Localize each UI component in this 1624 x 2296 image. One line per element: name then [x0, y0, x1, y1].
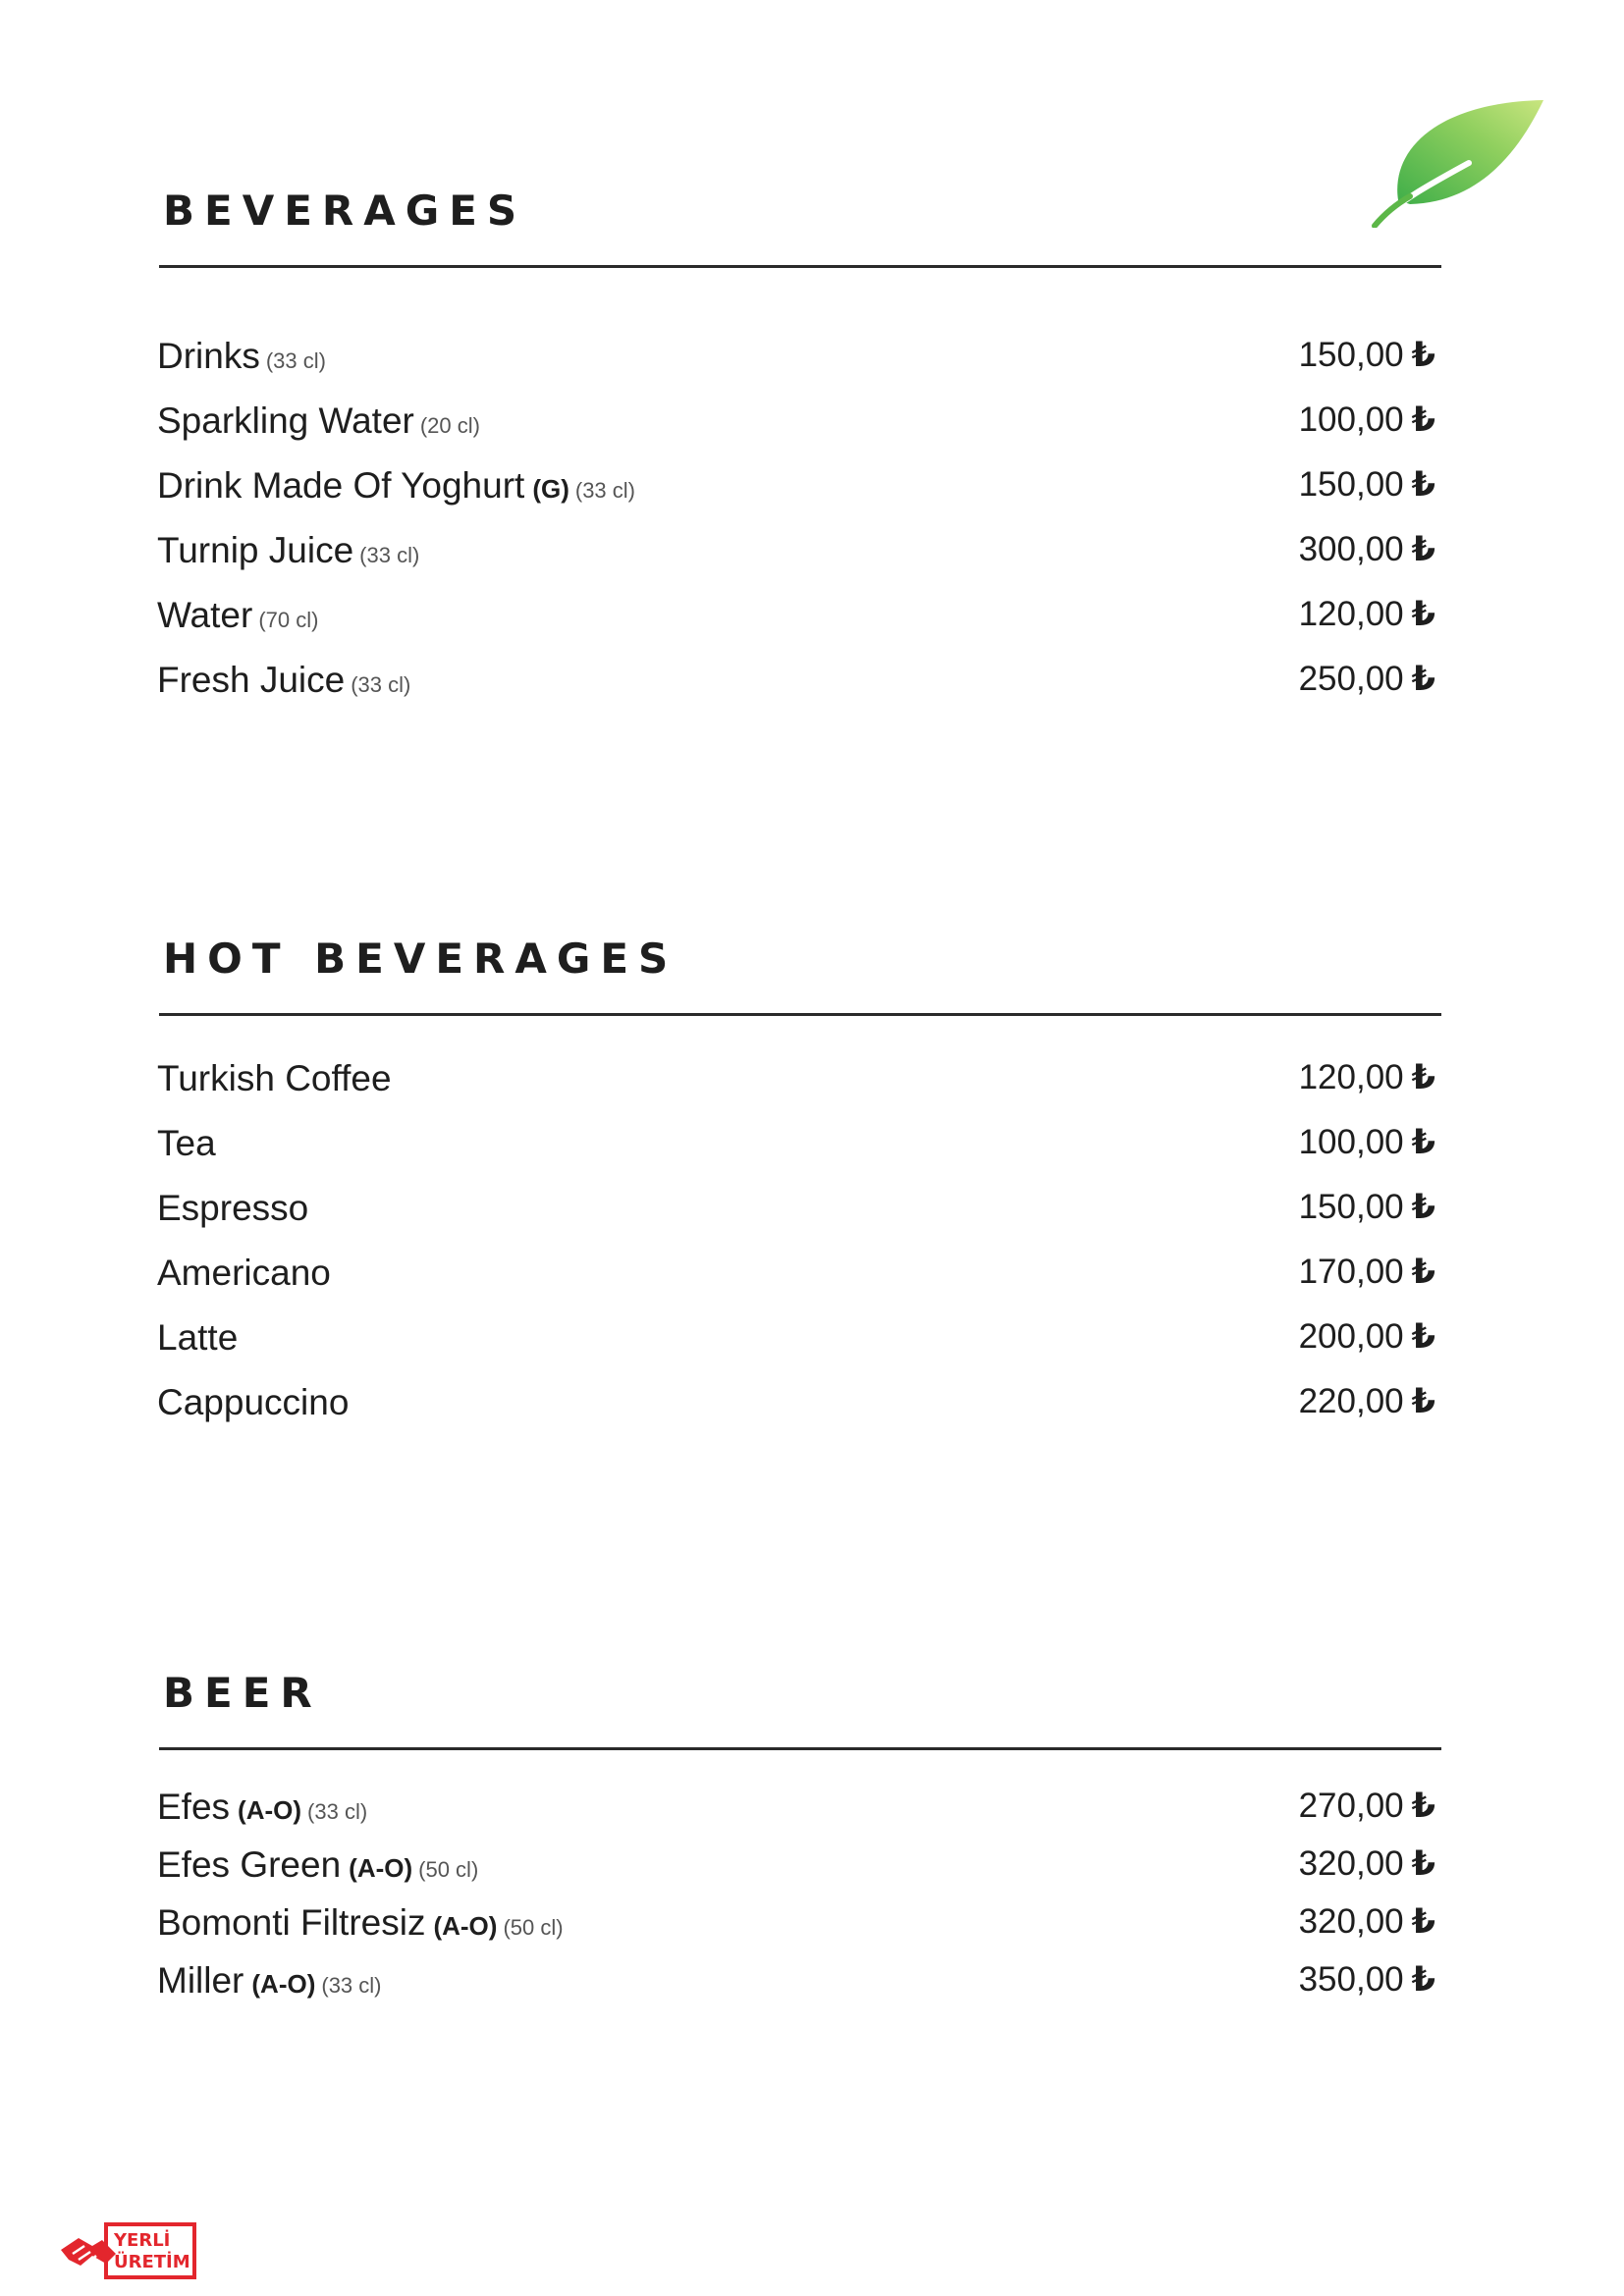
item-price-wrap — [1299, 1382, 1435, 1421]
currency: ₺ — [1411, 1058, 1435, 1096]
section-title: BEVERAGES — [163, 187, 527, 235]
item-price-wrap — [1299, 465, 1435, 505]
item-price: 220,00 — [1298, 1382, 1404, 1420]
badge-line2: ÜRETİM — [114, 2252, 190, 2272]
item-price: 100,00 — [1298, 400, 1404, 439]
leaf-icon — [1371, 94, 1553, 228]
menu-item — [157, 1902, 1435, 1953]
item-tag: (G) — [532, 474, 569, 504]
item-price: 170,00 — [1298, 1253, 1404, 1291]
item-volume: (33 cl) — [265, 348, 326, 373]
section-title: BEER — [163, 1669, 322, 1717]
item-price-wrap — [1299, 595, 1435, 634]
item-price: 100,00 — [1298, 1123, 1404, 1161]
menu-item — [157, 1960, 1435, 2011]
menu-item — [157, 1787, 1435, 1838]
item-price: 150,00 — [1298, 336, 1404, 374]
item-name-wrap — [157, 1902, 564, 1944]
item-name-wrap — [157, 465, 635, 507]
item-price-wrap — [1299, 400, 1435, 440]
item-price-wrap — [1299, 1960, 1435, 2000]
yerli-uretim-badge — [59, 2220, 198, 2281]
item-price: 320,00 — [1298, 1902, 1404, 1941]
item-name: Tea — [157, 1123, 216, 1163]
menu-item — [157, 1188, 1435, 1239]
item-price: 150,00 — [1298, 465, 1404, 504]
item-name: Turkish Coffee — [157, 1058, 392, 1098]
currency: ₺ — [1411, 1960, 1435, 1999]
item-name: Americano — [157, 1253, 331, 1293]
item-volume: (33 cl) — [359, 543, 420, 567]
menu-item — [157, 1382, 1435, 1433]
menu-item — [157, 465, 1435, 516]
item-name: Fresh Juice — [157, 660, 346, 700]
item-price: 250,00 — [1298, 660, 1404, 698]
menu-item — [157, 400, 1435, 452]
item-price-wrap — [1299, 1188, 1435, 1227]
item-name-wrap — [157, 1960, 382, 2002]
currency: ₺ — [1411, 660, 1435, 698]
item-tag: (A-O) — [251, 1969, 316, 1999]
item-name: Water — [157, 595, 253, 635]
item-price-wrap — [1299, 530, 1435, 569]
item-price-wrap — [1299, 1317, 1435, 1357]
item-price: 200,00 — [1298, 1317, 1404, 1356]
item-name: Cappuccino — [157, 1382, 350, 1422]
item-name-wrap — [157, 1787, 367, 1828]
item-tag: (A-O) — [238, 1795, 302, 1825]
item-tag: (A-O) — [349, 1853, 413, 1883]
currency: ₺ — [1411, 1123, 1435, 1161]
item-volume: (50 cl) — [503, 1915, 564, 1940]
badge-line1: YERLİ — [114, 2230, 171, 2251]
item-volume: (20 cl) — [419, 413, 480, 438]
item-price-wrap — [1299, 1787, 1435, 1826]
item-name-wrap — [157, 530, 419, 571]
currency: ₺ — [1411, 1844, 1435, 1883]
currency: ₺ — [1411, 465, 1435, 504]
item-price-wrap — [1299, 1902, 1435, 1942]
item-volume: (33 cl) — [321, 1973, 382, 1998]
menu-item — [157, 1844, 1435, 1896]
menu-item — [157, 336, 1435, 387]
item-name-wrap — [157, 660, 410, 701]
item-name: Drinks — [157, 336, 260, 376]
menu-item — [157, 1058, 1435, 1109]
item-price: 270,00 — [1298, 1787, 1404, 1825]
item-price-wrap — [1299, 1253, 1435, 1292]
item-price: 120,00 — [1298, 595, 1404, 633]
item-volume: (70 cl) — [258, 608, 319, 632]
item-name: Efes Green — [157, 1844, 342, 1885]
item-price: 150,00 — [1298, 1188, 1404, 1226]
item-price-wrap — [1299, 1058, 1435, 1097]
item-price: 300,00 — [1298, 530, 1404, 568]
item-name-wrap — [157, 1844, 478, 1886]
divider — [159, 1013, 1441, 1016]
item-volume: (50 cl) — [418, 1857, 479, 1882]
item-price: 320,00 — [1298, 1844, 1404, 1883]
item-volume: (33 cl) — [351, 672, 411, 697]
item-price-wrap — [1299, 1123, 1435, 1162]
item-name: Turnip Juice — [157, 530, 354, 570]
menu-item — [157, 660, 1435, 711]
currency: ₺ — [1411, 530, 1435, 568]
currency: ₺ — [1411, 1253, 1435, 1291]
menu-item — [157, 1317, 1435, 1368]
menu-item — [157, 595, 1435, 646]
currency: ₺ — [1411, 1317, 1435, 1356]
currency: ₺ — [1411, 595, 1435, 633]
item-tag: (A-O) — [433, 1911, 498, 1941]
item-price-wrap — [1299, 660, 1435, 699]
currency: ₺ — [1411, 1382, 1435, 1420]
item-volume: (33 cl) — [307, 1799, 368, 1824]
item-volume: (33 cl) — [574, 478, 635, 503]
item-name: Sparkling Water — [157, 400, 414, 441]
item-name: Espresso — [157, 1188, 309, 1228]
currency: ₺ — [1411, 1787, 1435, 1825]
currency: ₺ — [1411, 1902, 1435, 1941]
divider — [159, 265, 1441, 268]
currency: ₺ — [1411, 400, 1435, 439]
item-name-wrap — [157, 400, 480, 442]
menu-item — [157, 1253, 1435, 1304]
menu-item — [157, 1123, 1435, 1174]
item-name-wrap — [157, 595, 318, 636]
divider — [159, 1747, 1441, 1750]
currency: ₺ — [1411, 336, 1435, 374]
section-title: HOT BEVERAGES — [163, 934, 678, 983]
item-name: Latte — [157, 1317, 239, 1358]
item-name-wrap — [157, 336, 326, 377]
currency: ₺ — [1411, 1188, 1435, 1226]
item-price-wrap — [1299, 1844, 1435, 1884]
item-name: Efes — [157, 1787, 231, 1827]
item-name: Drink Made Of Yoghurt — [157, 465, 525, 506]
item-name: Bomonti Filtresiz — [157, 1902, 426, 1943]
item-price-wrap — [1299, 336, 1435, 375]
item-price: 120,00 — [1298, 1058, 1404, 1096]
menu-item — [157, 530, 1435, 581]
item-price: 350,00 — [1298, 1960, 1404, 1999]
item-name: Miller — [157, 1960, 244, 2001]
